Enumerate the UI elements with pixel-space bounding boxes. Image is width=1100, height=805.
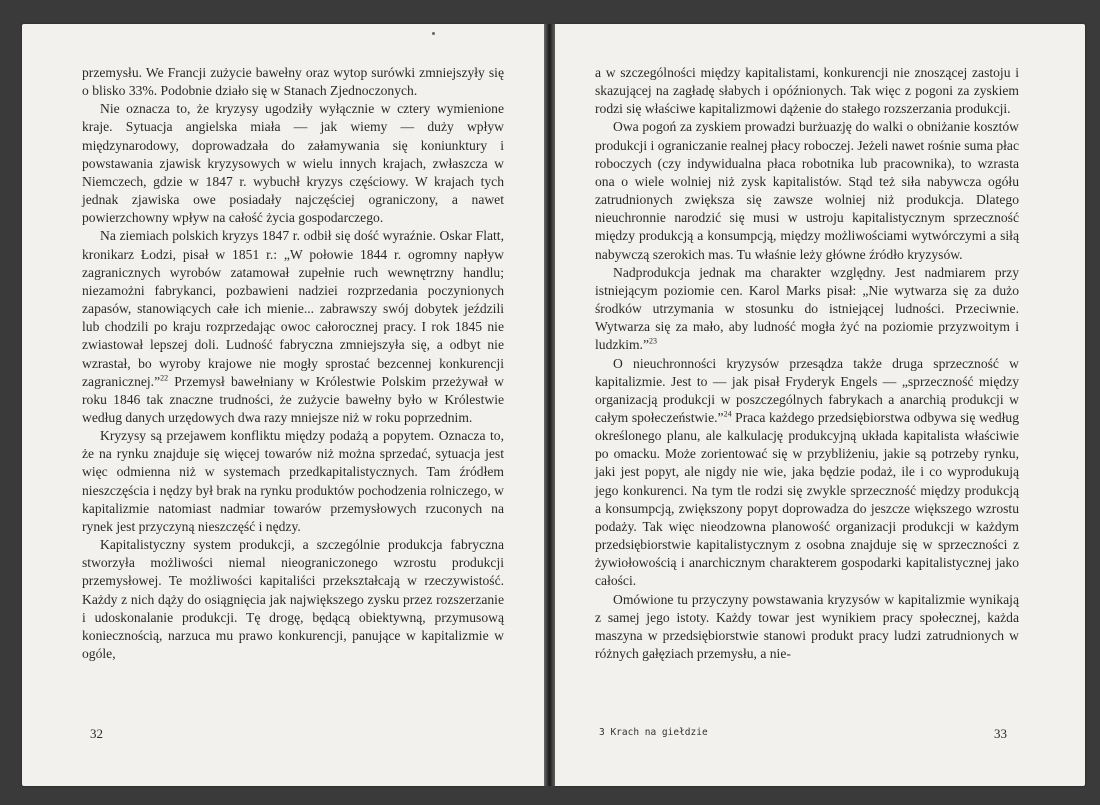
paragraph: Kapitalistyczny system produkcji, a szczególnie produkcja fabryczna stworzyła możliwości niemal nieograniczonego wzrostu produkcji przemysłowej. Te możliwości kapitaliści przekształcają w rzeczywistość. Każdy z nich dąży do osiągnięcia jak największego zysku przez rozszerzanie i udoskonalanie produkcji. Tę drogę, będącą obiektywną, przymusową koniecznością, narzuca mu prawo konkurencji, panujące w kapitalizmie w ogóle, xyxy=(82,537,504,661)
printer-signature: 3 Krach na giełdzie xyxy=(599,727,708,738)
page-number: 32 xyxy=(90,726,103,741)
paragraph: Owa pogoń za zyskiem prowadzi burżuazję do walki o obniżanie kosztów produkcji i ograniczanie realnej płacy roboczej. Jeżeli nawet rośnie suma płac roboczych (czy indywidualna płaca robotnika lub pracownika), to wzrasta ona o wiele wolniej niż zysk kapitalistów. Stąd też siła nabywcza ogółu zatrudnionych zwiększa się zawsze wolniej niż produkcja. Dlatego nieuchronnie narodzić się musi w ustroju kapitalistycznym sprzeczność między produkcją a konsumpcją, między możliwościami wytwórczymi a siłą nabywczą szerokich mas. Tu właśnie leży główne źródło kryzysów. xyxy=(595,119,1019,262)
paragraph xyxy=(82,227,504,427)
paragraph xyxy=(595,264,1019,355)
paragraph-text: Przemysł bawełniany w Królestwie Polskim przeżywał w roku 1846 tak znaczne trudności, że zużycie bawełny było w Królestwie według danych urzędowych dwa razy mniejsze niż w roku poprzednim. xyxy=(82,373,504,425)
page-speck xyxy=(432,32,435,35)
paragraph-text: Na ziemiach polskich kryzys 1847 r. odbił się dość wyraźnie. Oskar Flatt, kronikarz Łodzi, pisał w 1851 r.: „W połowie 1844 r. ogromny napływ zagranicznych wyrobów zatamował zupełnie ruch wewnętrzny handlu; niezamożni fabrykanci, pozbawieni nadziei rozprzedania poczynionych zapasów, stanowiących całe ich mienie... zabrawszy swój dobytek jeździli lub chodzili po kraju rozprzedając owoc całorocznej pracy. I rok 1845 nie zwiastował lepszej doli. Ludność fabryczna zmniejszyła się, a odbyt nie wzrastał, bo wyroby krajowe nie mogły sprostać bezcennej konkurencji zagranicznej.” xyxy=(82,228,504,389)
page-number: 33 xyxy=(994,726,1007,741)
footnote-ref: 23 xyxy=(648,336,657,346)
right-page-text xyxy=(595,64,1019,663)
paragraph: Kryzysy są przejawem konfliktu między podażą a popytem. Oznacza to, że na rynku znajduje się więcej towarów niż można sprzedać, sytuacja jest więc odmienna niż w systemach przedkapitalistycznych. Tam źródłem nieszczęścia i nędzy był brak na rynku produktów pochodzenia rolniczego, w kapitalizmie natomiast nadmiar towarów przemysłowych rzuconych na rynek jest przyczyną nieszczęść i nędzy. xyxy=(82,428,504,534)
book-gutter xyxy=(544,24,555,786)
left-page-text xyxy=(82,64,504,663)
paragraph-text: Nadprodukcja jednak ma charakter względny. Jest nadmiarem przy istniejącym poziomie cen. Karol Marks pisał: „Nie wytwarza się za dużo środków utrzymania w stosunku do istniejącej ludności. Przeciwnie. Wytwarza się za mało, aby ludność mogła żyć na poziomie przyzwoitym i ludzkim.” xyxy=(595,264,1019,353)
paragraph-text: Praca każdego przedsiębiorstwa odbywa się według określonego planu, ale kalkulację produkcyjną układa kapitalista właściwie po omacku. Może zorientować się w przybliżeniu, jakie są potrzeby rynku, jaki jest popyt, ale nigdy nie wie, jaka będzie podaż, ile i co wyprodukują jego konkurenci. Na tym tle rodzi się zwykle sprzeczność między produkcją a konsumpcją, zwiększony popyt doprowadza do jeszcze większego wzrostu podaży. Tak więc nieodzowna planowość organizacji produkcji w każdym przedsiębiorstwie kapitalistycznym z osobna znajduje się w sprzeczności z żywiołowością i anarchicznym charakterem gospodarki kapitalistycznej jako całości. xyxy=(595,409,1019,589)
right-page xyxy=(555,24,1085,786)
paragraph xyxy=(595,355,1019,591)
paragraph: Omówione tu przyczyny powstawania kryzysów w kapitalizmie wynikają z samej jego istoty. Każdy towar jest wynikiem pracy społecznej, każda maszyna w przedsiębiorstwie stanowi produkt pracy ludzi zatrudnionych w różnych gałęziach przemysłu, a nie- xyxy=(595,591,1019,661)
footnote-ref: 24 xyxy=(723,409,732,419)
paragraph-text: O nieuchronności kryzysów przesądza także druga sprzeczność w kapitalizmie. Jest to — jak pisał Fryderyk Engels — „sprzeczność między organizacją produkcji w poszczególnych fabrykach a anarchią produkcji w całym społeczeństwie.” xyxy=(595,355,1019,425)
left-page xyxy=(22,24,544,786)
paragraph: Nie oznacza to, że kryzysy ugodziły wyłącznie w cztery wymienione kraje. Sytuacja angielska miała — jak wiemy — duży wpływ międzynarodowy, doprowadzała do załamywania się koniunktury i powstawania zjawisk kryzysowych w wielu innych krajach, zwłaszcza w Niemczech, gdzie w 1847 r. wybuchł kryzys częściowy. W krajach tych jednak zjawiska owe posiadały najczęściej ograniczony, a nawet powierzchowny wpływ na całość życia gospodarczego. xyxy=(82,101,504,226)
footnote-ref: 22 xyxy=(160,373,169,383)
paragraph: przemysłu. We Francji zużycie bawełny oraz wytop surówki zmniejszyły się o blisko 33%. Podobnie działo się w Stanach Zjednoczonych. xyxy=(82,65,504,99)
paragraph: a w szczególności między kapitalistami, konkurencji nie znoszącej zastoju i skazującej na zagładę słabych i opóźnionych. Tak więc z pogoni za zyskiem rodzi się właściwe kapitalizmowi dążenie do stałego rozszerzania produkcji. xyxy=(595,65,1019,117)
